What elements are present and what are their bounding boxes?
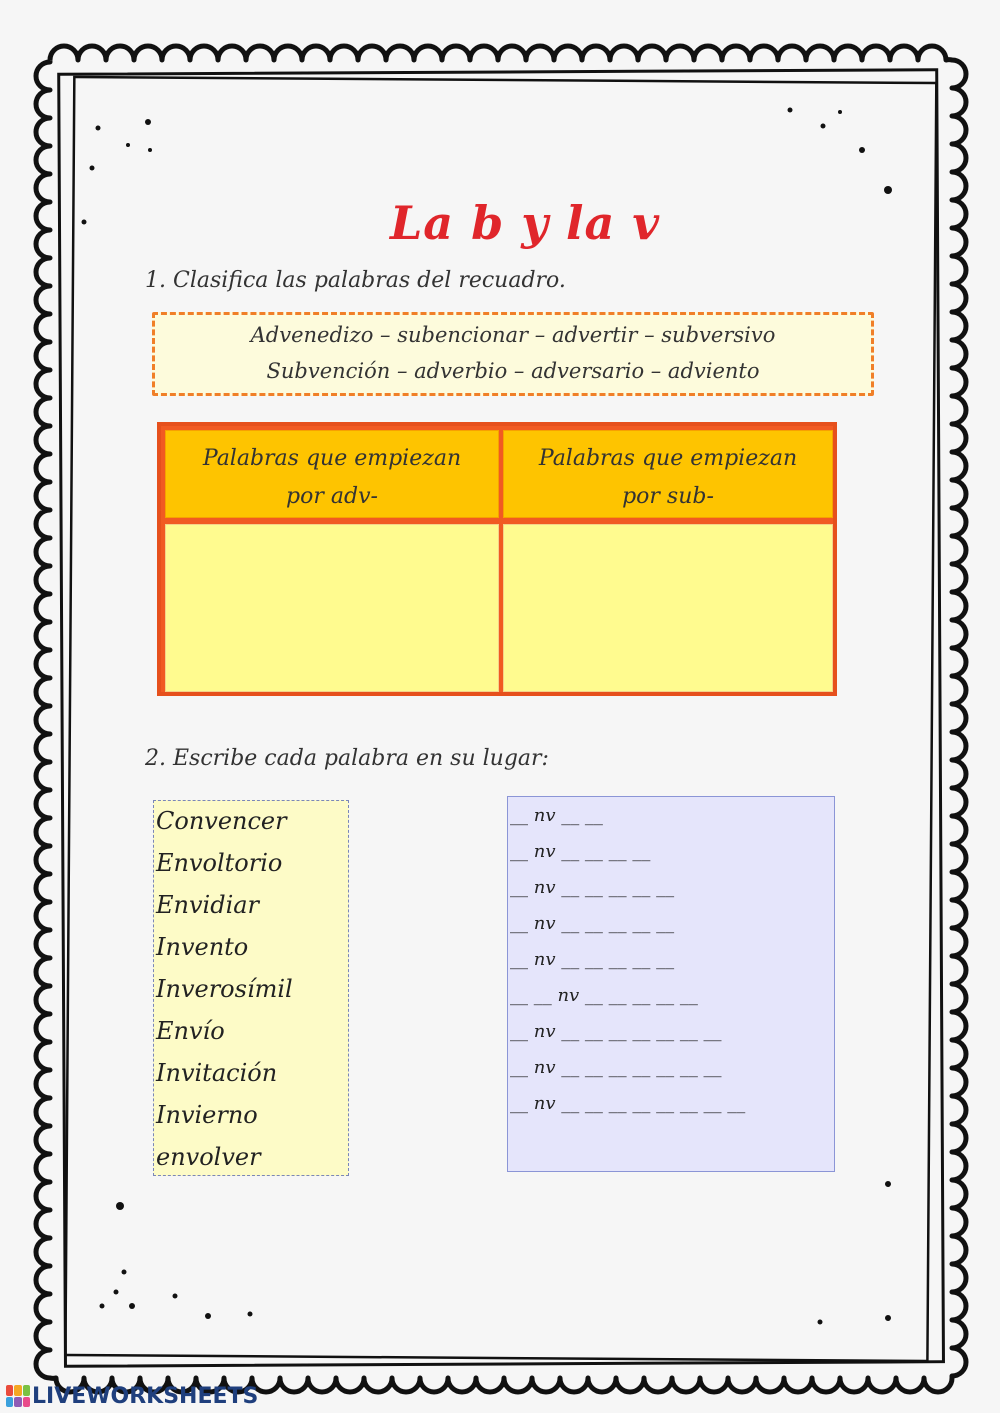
- word-pattern-slot[interactable]: __ nv __ __ __ __ __: [510, 913, 675, 934]
- worksheet-title: La b y la v: [389, 196, 661, 250]
- word-pattern-slot[interactable]: __ nv __ __ __ __ __ __ __: [510, 1057, 722, 1078]
- word-pattern-slot[interactable]: __ nv __ __ __ __: [510, 841, 651, 862]
- word-bank-box: [152, 312, 874, 396]
- word-pattern-slot[interactable]: __ nv __ __ __ __ __: [510, 877, 675, 898]
- decorative-dot: [145, 119, 151, 125]
- decorative-dot: [788, 108, 793, 113]
- word-list-box: [153, 800, 349, 1176]
- word-bank-line-2: Subvención – adverbio – adversario – adviento: [266, 359, 760, 383]
- word-pattern-slot[interactable]: __ nv __ __ __ __ __ __ __: [510, 1021, 722, 1042]
- word-item[interactable]: Envío: [156, 1017, 225, 1045]
- decorative-dot: [859, 147, 865, 153]
- word-item[interactable]: Inverosímil: [156, 975, 293, 1003]
- answer-cell-sub[interactable]: [503, 524, 833, 692]
- word-item[interactable]: Invento: [156, 933, 249, 961]
- decorative-dot: [885, 1315, 891, 1321]
- word-pattern-slot[interactable]: __ nv __ __ __ __ __: [510, 949, 675, 970]
- decorative-dot: [885, 1181, 891, 1187]
- liveworksheets-logo-icon: [6, 1385, 30, 1407]
- word-pattern-slot[interactable]: __ __ nv __ __ __ __ __: [510, 985, 698, 1006]
- word-pattern-drop-zone[interactable]: [507, 796, 835, 1172]
- decorative-dot: [100, 1304, 105, 1309]
- decorative-dot: [126, 143, 130, 147]
- decorative-dot: [82, 220, 87, 225]
- exercise-1-instruction: 1. Clasifica las palabras del recuadro.: [145, 268, 566, 293]
- decorative-dot: [116, 1202, 124, 1210]
- word-item[interactable]: Envoltorio: [156, 849, 283, 877]
- decorative-dot: [96, 126, 101, 131]
- table-header-sub: [503, 430, 833, 518]
- decorative-dot: [148, 148, 152, 152]
- liveworksheets-logo[interactable]: [6, 1384, 258, 1408]
- decorative-dot: [821, 124, 826, 129]
- decorative-dot: [205, 1313, 211, 1319]
- word-item[interactable]: Envidiar: [156, 891, 260, 919]
- table-header-adv-line-2: por adv-: [286, 484, 378, 509]
- decorative-dot: [173, 1294, 178, 1299]
- word-item[interactable]: Invierno: [156, 1101, 258, 1129]
- decorative-dot: [248, 1312, 253, 1317]
- word-item[interactable]: Convencer: [156, 807, 287, 835]
- word-bank-line-1: Advenedizo – subencionar – advertir – subversivo: [250, 323, 776, 347]
- exercise-2-instruction: 2. Escribe cada palabra en su lugar:: [145, 746, 549, 771]
- decorative-dot: [90, 166, 95, 171]
- table-header-adv-line-1: Palabras que empiezan: [202, 446, 462, 471]
- decorative-dot: [114, 1290, 119, 1295]
- decorative-dot: [838, 110, 842, 114]
- word-item[interactable]: envolver: [156, 1143, 261, 1171]
- logo-text: LIVEWORKSHEETS: [32, 1383, 259, 1409]
- word-pattern-slot[interactable]: __ nv __ __ __ __ __ __ __ __: [510, 1093, 746, 1114]
- decorative-dot: [122, 1270, 127, 1275]
- decorative-dot: [818, 1320, 823, 1325]
- classification-table: [157, 422, 837, 696]
- decorative-dot: [884, 186, 892, 194]
- decorative-dot: [129, 1303, 135, 1309]
- word-item[interactable]: Invitación: [156, 1059, 278, 1087]
- answer-cell-adv[interactable]: [165, 524, 499, 692]
- word-pattern-slot[interactable]: __ nv __ __: [510, 805, 603, 826]
- table-header-adv: [165, 430, 499, 518]
- table-header-sub-line-2: por sub-: [622, 484, 714, 509]
- table-header-sub-line-1: Palabras que empiezan: [538, 446, 798, 471]
